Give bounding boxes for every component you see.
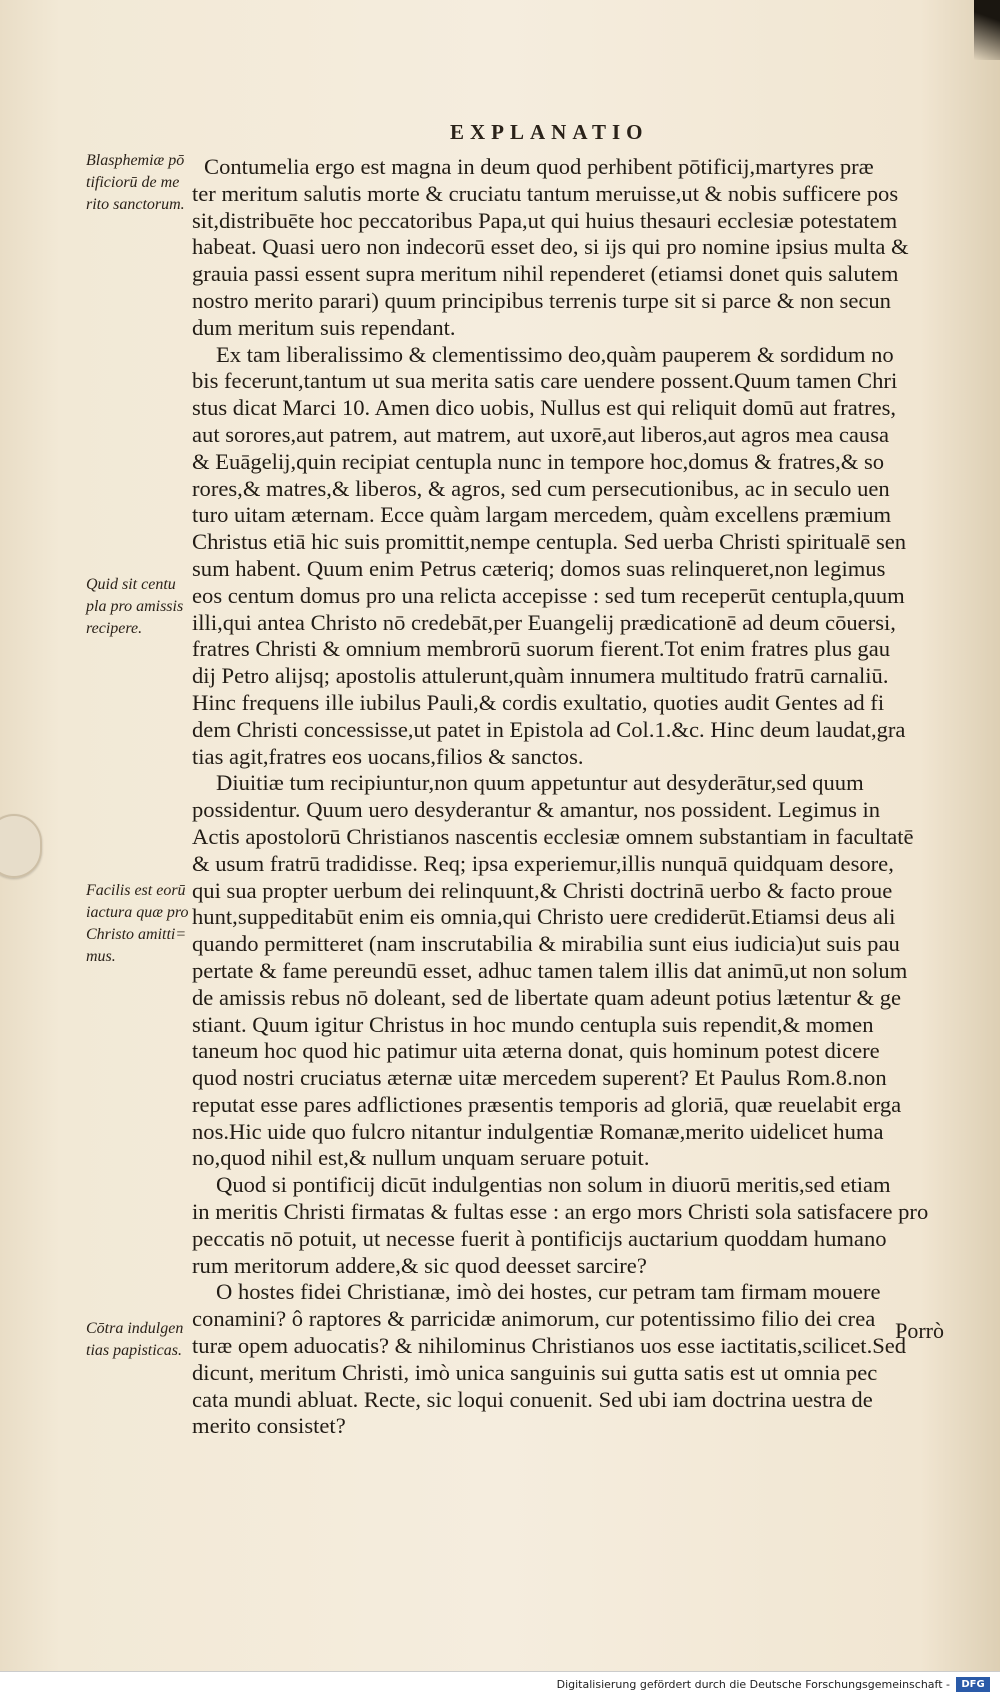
text-line: nos.Hic uide quo fulcro nitantur indulgentiæ Romanæ,merito uidelicet huma	[192, 1118, 884, 1144]
text-line: turæ opem aduocatis? & nihilominus Christianos uos esse iactitatis,scilicet.Sed	[192, 1333, 907, 1359]
marginal-line: recipere.	[86, 620, 143, 637]
text-line: conamini? ô raptores & parricidæ animorum, cur potentissimo filio dei crea	[192, 1306, 876, 1332]
text-line: sum habent. Quum enim Petrus cæteriq; domos suas relinqueret,non legimus	[192, 555, 886, 581]
marginal-note	[86, 1318, 196, 1362]
text-line: in meritis Christi firmatas & fultas esse : an ergo mors Christi sola satisfacere pro	[192, 1199, 929, 1225]
page-clasp	[0, 814, 42, 878]
text-line: de amissis rebus nō doleant, sed de libertate quam adeunt potius lætentur & ge	[192, 984, 902, 1010]
text-line: quando permitteret (nam inscrutabilia & mirabilia sunt eius iudicia)ut suis pau	[192, 931, 900, 957]
running-head: EXPLANATIO	[450, 120, 649, 144]
marginal-line: Cōtra indulgen	[86, 1320, 184, 1337]
dfg-logo: DFG	[956, 1677, 990, 1692]
footer-credit: Digitalisierung gefördert durch die Deutsche Forschungsgemeinschaft -	[556, 1678, 950, 1691]
text-line: Christus etiā hic suis promittit,nempe centupla. Sed uerba Christi spiritualē sen	[192, 529, 907, 555]
marginal-line: mus.	[86, 948, 116, 965]
marginal-line: Christo amitti=	[86, 926, 187, 943]
text-line: stiant. Quum igitur Christus in hoc mundo centupla suis rependit,& momen	[192, 1011, 874, 1037]
text-line: possidentur. Quum uero desyderantur & amantur, nos possident. Legimus in	[192, 797, 881, 823]
text-line: ter meritum salutis morte & cruciatu tantum meruisse,ut & nobis sufficere pos	[192, 180, 899, 206]
text-line: nostro merito parari) quum principibus terrenis turpe sit si parce & non secun	[192, 287, 891, 313]
text-line: stus dicat Marci 10. Amen dico uobis, Nullus est qui reliquit domū aut fratres,	[192, 395, 897, 421]
text-line: rores,& matres,& liberos, & agros, sed cum persecutionibus, ac in seculo uen	[192, 475, 890, 501]
text-line: dicunt, meritum Christi, imò unica sanguinis sui gutta satis est ut omnia pec	[192, 1359, 878, 1385]
text-line: sit,distribuēte hoc peccatoribus Papa,ut qui huius thesauri ecclesiæ potestatem	[192, 207, 898, 233]
text-line: hunt,suppeditabūt enim eis omnia,qui Christo uere crediderūt.Etiamsi deus ali	[192, 904, 896, 930]
text-line: & usum fratrū tradidisse. Req; ipsa experiemur,illis nunquā quidquam desore,	[192, 850, 894, 876]
marginal-line: iactura quæ pro	[86, 904, 189, 921]
marginal-note	[86, 880, 196, 968]
marginal-line: Facilis est eorū	[86, 882, 186, 899]
text-line: Hinc frequens ille iubilus Pauli,& cordis exultatio, quoties audit Gentes ad fi	[192, 689, 885, 715]
marginal-note	[86, 574, 196, 640]
text-line: dij Petro alijsq; apostolis attulerunt,quàm innumera multitudo fratrū carnaliū.	[192, 663, 889, 689]
marginal-line: tificiorū de me	[86, 174, 180, 191]
text-line: dum meritum suis rependant.	[192, 314, 456, 340]
text-line: eos centum domus pro una relicta accepisse : sed tum receperūt centupla,quum	[192, 582, 905, 608]
text-line: habeat. Quasi uero non indecorū esset deo, si ijs qui pro nomine ipsius multa &	[192, 234, 909, 260]
text-line: Diuitiæ tum recipiuntur,non quum appetuntur aut desyderātur,sed quum	[216, 770, 864, 796]
marginal-line: pla pro amissis	[86, 598, 184, 615]
text-line: fratres Christi & omnium membrorū suorum fierent.Tot enim fratres plus gau	[192, 636, 891, 662]
text-line: Quod si pontificij dicūt indulgentias non solum in diuorū meritis,sed etiam	[216, 1172, 891, 1198]
text-line: quod nostri cruciatus æternæ uitæ mercedem superent? Et Paulus Rom.8.non	[192, 1065, 887, 1091]
text-line: turo uitam æternam. Ecce quàm largam mercedem, quàm excellens præmium	[192, 502, 892, 528]
footer-bar	[0, 1671, 1000, 1698]
text-line: Actis apostolorū Christianos nascentis ecclesiæ omnem substantiam in facultatē	[192, 823, 914, 849]
text-line: merito consistet?	[192, 1413, 346, 1439]
marginal-line: tias papisticas.	[86, 1342, 183, 1359]
text-line: rum meritorum addere,& sic quod deesset sarcire?	[192, 1252, 647, 1278]
text-line: dem Christi concessisse,ut patet in Epistola ad Col.1.&c. Hinc deum laudat,gra	[192, 716, 906, 742]
catchword: Porrò	[895, 1318, 944, 1343]
text-line: reputat esse pares adflictiones præsentis temporis ad gloriā, quæ reuelabit erga	[192, 1091, 902, 1117]
text-line: qui sua propter uerbum dei relinquunt,& Christi doctrinā uerbo & facto proue	[192, 877, 893, 903]
text-line: grauia passi essent supra meritum nihil rependeret (etiamsi donet quis salutem	[192, 261, 899, 287]
text-line: aut sorores,aut patrem, aut matrem, aut uxorē,aut liberos,aut agros mea causa	[192, 421, 890, 447]
text-line: bis fecerunt,tantum ut sua merita satis care uendere possent.Quum tamen Chri	[192, 368, 898, 394]
text-line: cata mundi abluat. Recte, sic loqui conuenit. Sed ubi iam doctrina uestra de	[192, 1386, 873, 1412]
text-line: tias agit,fratres eos uocans,filios & sanctos.	[192, 743, 584, 769]
text-line: pertate & fame pereundū esset, adhuc tamen talem illis dat animū,ut non solum	[192, 957, 908, 983]
text-line: Contumelia ergo est magna in deum quod perhibent pōtificij,martyres præ	[204, 154, 874, 179]
marginal-note	[86, 150, 196, 216]
marginal-line: Quid sit centu	[86, 576, 176, 593]
body-text	[192, 154, 944, 1440]
text-line: & Euāgelij,quin recipiat centupla nunc in tempore hoc,domus & fratres,& so	[192, 448, 885, 474]
text-line: peccatis nō potuit, ut necesse fuerit à pontificijs auctarium quoddam humano	[192, 1225, 887, 1251]
marginal-line: Blasphemiæ pō	[86, 152, 185, 169]
text-line: illi,qui antea Christo nō credebāt,per Euangelij prædicationē ad deum cōuersi,	[192, 609, 896, 635]
text-line: Ex tam liberalissimo & clementissimo deo,quàm pauperem & sordidum no	[216, 341, 894, 367]
marginal-line: rito sanctorum.	[86, 196, 185, 213]
text-line: O hostes fidei Christianæ, imò dei hostes, cur petram tam firmam mouere	[216, 1279, 881, 1305]
text-line: taneum hoc quod hic patimur uita æterna donat, quis hominum potest dicere	[192, 1038, 880, 1064]
page-edge-shadow	[974, 0, 1000, 60]
text-line: no,quod nihil est,& nullum unquam seruare potuit.	[192, 1145, 650, 1171]
